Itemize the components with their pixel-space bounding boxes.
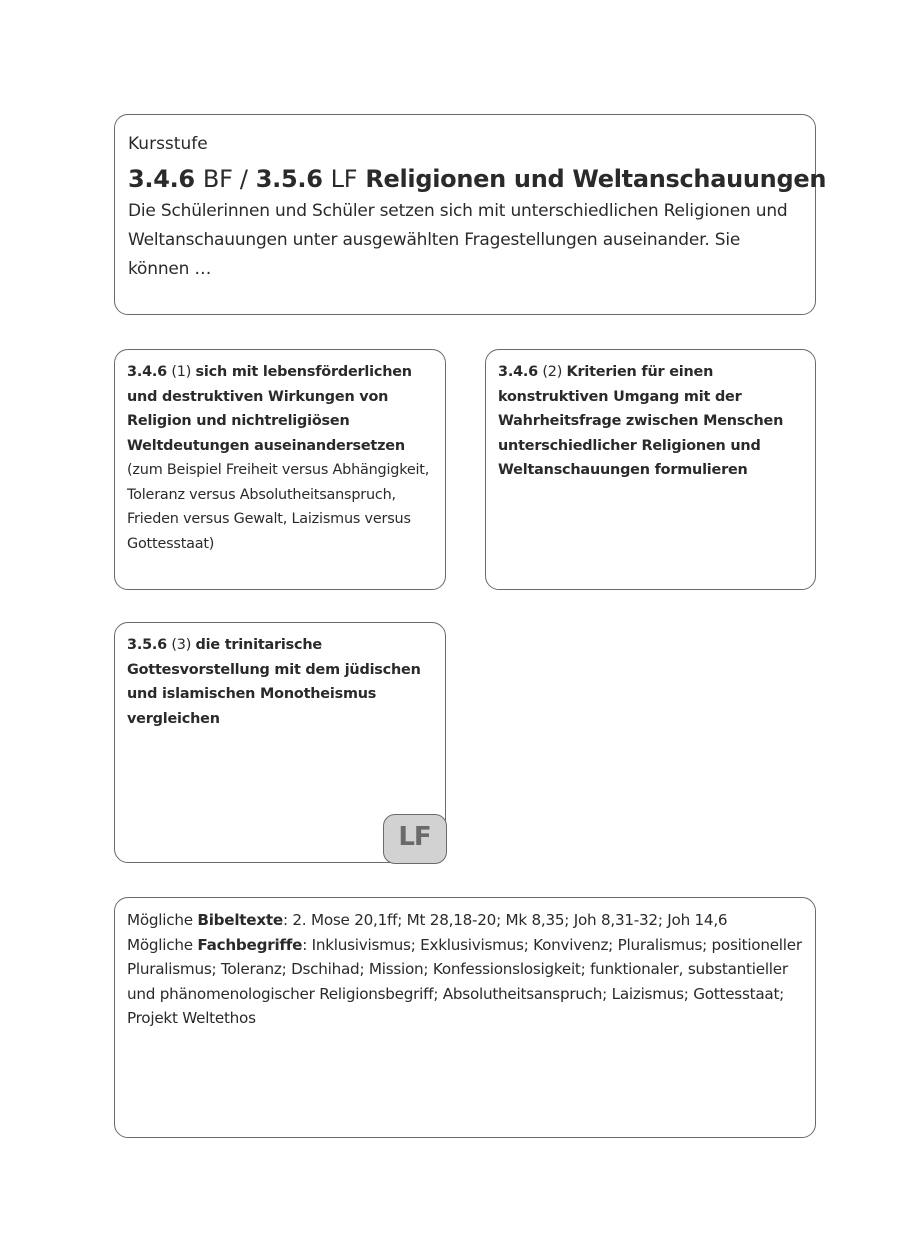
topic-title — [128, 163, 827, 195]
technical-terms-line — [127, 933, 803, 1031]
competency-box-3 — [114, 622, 446, 863]
topic-header-box — [114, 114, 827, 315]
competency-text — [127, 633, 435, 731]
competency-box-2 — [485, 349, 816, 590]
bible-texts: : 2. Mose 20,1ff; Mt 28,18-20; Mk 8,35; Joh 8,31-32; Joh 14,6 — [282, 911, 728, 929]
references-box — [114, 897, 816, 1138]
competency-number: (3) — [171, 637, 192, 653]
code-lf: 3.5.6 — [255, 165, 323, 193]
bible-prefix: Mögliche — [127, 911, 193, 929]
course-level: Kursstufe — [128, 134, 208, 154]
label-lf: LF — [330, 165, 358, 193]
competency-code: 3.5.6 — [127, 637, 167, 653]
competency-number: (2) — [542, 364, 563, 380]
topic-name: Religionen und Weltanschauungen — [365, 165, 827, 193]
bible-label: Bibeltexte — [197, 911, 283, 929]
competency-code: 3.4.6 — [127, 364, 167, 380]
label-bf: BF / — [202, 165, 248, 193]
terms-label: Fachbegriffe — [197, 935, 303, 954]
topic-intro: Die Schülerinnen und Schüler setzen sich mit unterschiedlichen Religionen und Weltanschauungen unter ausgewählten Fragestellungen auseinander. Sie können … — [128, 201, 788, 279]
competency-text — [498, 360, 805, 483]
terms-prefix: Mögliche — [127, 935, 193, 954]
competency-box-1 — [114, 349, 446, 590]
competency-code: 3.4.6 — [498, 364, 538, 380]
competency-bold-text: die trinitarische Gottesvorstellung mit dem jüdischen und islamischen Monotheismus vergleichen — [127, 637, 421, 727]
competency-regular-text: (zum Beispiel Freiheit versus Abhängigkeit, Toleranz versus Absolutheitsanspruch, Frieden versus Gewalt, Laizismus versus Gottesstaat) — [127, 462, 430, 552]
competency-bold-text: Kriterien für einen konstruktiven Umgang mit der Wahrheitsfrage zwischen Menschen unterschiedlicher Religionen und Weltanschauungen formulieren — [498, 364, 784, 478]
technical-terms: : Inklusivismus; Exklusivismus; Konvivenz; Pluralismus; positioneller Pluralismus; Toleranz; Dschihad; Mission; Konfessionslosigkeit; funktionaler, substantieller und phänomenologischer Religionsbegriff; Absolutheitsanspruch; Laizismus; Gottesstaat; Projekt Weltethos — [127, 935, 802, 1027]
competency-bold-text: sich mit lebensförderlichen und destruktiven Wirkungen von Religion und nichtreligiösen Weltdeutungen auseinandersetzen — [127, 364, 412, 454]
bible-texts-line — [127, 908, 803, 933]
competency-number: (1) — [171, 364, 192, 380]
competency-text — [127, 360, 435, 556]
lf-badge: LF — [383, 814, 447, 864]
code-bf: 3.4.6 — [128, 165, 195, 193]
